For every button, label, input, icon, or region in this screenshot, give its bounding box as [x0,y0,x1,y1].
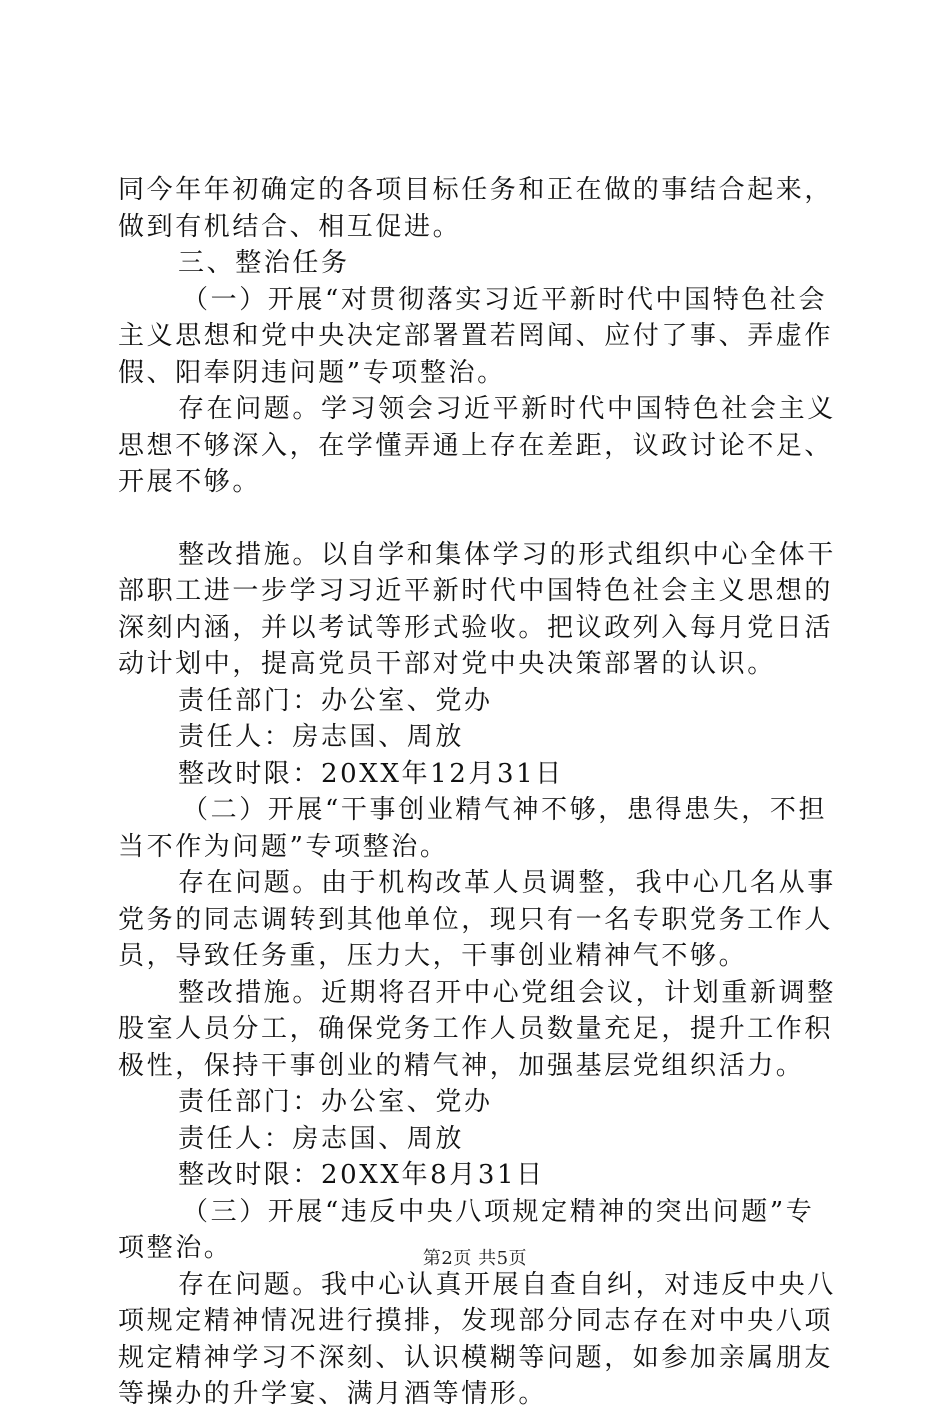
problem-paragraph-3: 存在问题。我中心认真开展自查自纠，对违反中央八项规定精神情况进行摸排，发现部分同志存在对中央八项规定精神学习不深刻、认识模糊等问题，如参加亲属朋友等操办的升学宴、满月酒等情形。 [118,1269,836,1409]
item-heading-3: （三）开展“违反中央八项规定精神的突出问题”专项整治。 [118,1196,815,1263]
problem-paragraph-1: 存在问题。学习领会习近平新时代中国特色社会主义思想不够深入，在学懂弄通上存在差距，议政讨论不足、开展不够。 [118,394,836,497]
page-number-footer: 第2页 共5页 [422,1248,528,1269]
deadline-1: 整改时限：20XX年12月31日 [178,758,564,789]
measure-paragraph-2: 整改措施。近期将召开中心党组会议，计划重新调整股室人员分工，确保党务工作人员数量充足，提升工作积极性，保持干事创业的精气神，加强基层党组织活力。 [118,977,836,1081]
deadline-2: 整改时限：20XX年8月31日 [178,1160,545,1190]
responsible-dept-2: 责任部门：办公室、党办 [178,1087,493,1117]
document-body [118,172,836,1413]
responsible-dept-1: 责任部门：办公室、党办 [178,685,493,716]
paragraph-continuation: 同今年年初确定的各项目标任务和正在做的事结合起来，做到有机结合、相互促进。 [118,175,834,242]
section-heading-tasks: 三、整治任务 [178,248,350,278]
item-heading-2: （二）开展“干事创业精气神不够，患得患失，不担当不作为问题”专项整治。 [118,795,828,862]
responsible-person-1: 责任人：房志国、周放 [178,722,465,752]
responsible-person-2: 责任人：房志国、周放 [178,1123,465,1154]
problem-paragraph-2: 存在问题。由于机构改革人员调整，我中心几名从事党务的同志调转到其他单位，现只有一名专职党务工作人员，导致任务重，压力大，干事创业精神气不够。 [118,868,836,971]
item-heading-1: （一）开展“对贯彻落实习近平新时代中国特色社会主义思想和党中央决定部署置若罔闻、应付了事、弄虚作假、阳奉阴违问题”专项整治。 [118,284,834,388]
measure-paragraph-1: 整改措施。以自学和集体学习的形式组织中心全体干部职工进一步学习习近平新时代中国特色社会主义思想的深刻内涵，并以考试等形式验收。把议政列入每月党日活动计划中，提高党员干部对党中央决策部署的认识。 [118,539,836,679]
